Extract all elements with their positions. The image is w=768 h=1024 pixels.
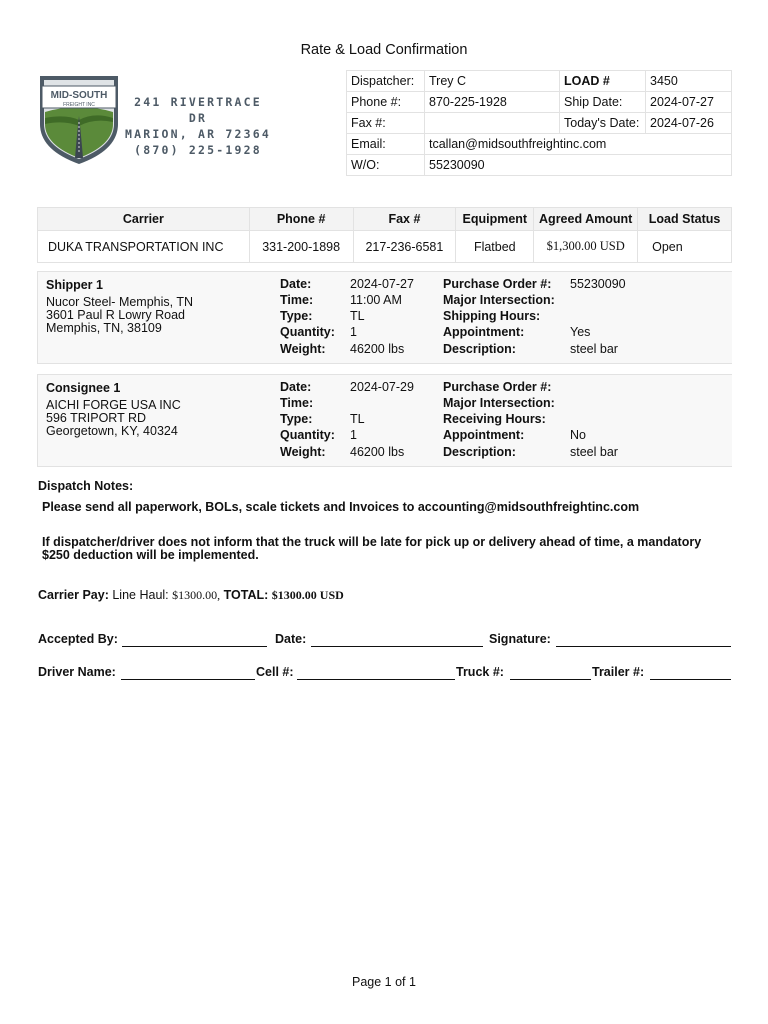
- quantity-label: Quantity:: [280, 428, 335, 442]
- carrier-phone: 331-200-1898: [249, 231, 353, 263]
- po-label: Purchase Order #:: [443, 277, 552, 291]
- total-value: $1300.00 USD: [271, 588, 344, 602]
- consignee-type: TL: [350, 412, 365, 426]
- phone-value: 870-225-1928: [425, 92, 560, 113]
- load-value: 3450: [646, 71, 732, 92]
- shipper-box: [37, 271, 732, 364]
- company-logo: [36, 72, 122, 166]
- description-label: Description:: [443, 445, 516, 459]
- address-line: 3601 Paul R Lowry Road: [46, 308, 185, 322]
- shipper-description: steel bar: [570, 342, 618, 356]
- line-haul-label: Line Haul:: [112, 588, 169, 602]
- driver-name-label: Driver Name:: [38, 665, 116, 679]
- type-label: Type:: [280, 309, 313, 323]
- receiving-hours-label: Receiving Hours:: [443, 412, 546, 426]
- fax-label: Fax #:: [347, 113, 425, 134]
- wo-value: 55230090: [425, 155, 732, 176]
- phone-label: Phone #:: [347, 92, 425, 113]
- address-line: AICHI FORGE USA INC: [46, 398, 181, 412]
- table-row: [38, 231, 732, 263]
- note-line: $250 deduction will be implemented.: [42, 548, 259, 562]
- cell-label: Cell #:: [256, 665, 294, 679]
- phone-header: Phone #: [249, 208, 353, 231]
- ship-date-value: 2024-07-27: [646, 92, 732, 113]
- dispatcher-label: Dispatcher:: [347, 71, 425, 92]
- shipper-type: TL: [350, 309, 365, 323]
- equipment-header: Equipment: [456, 208, 534, 231]
- dispatch-info-table: [346, 70, 732, 176]
- address-line: (870) 225-1928: [134, 143, 262, 157]
- address-line: Nucor Steel- Memphis, TN: [46, 295, 194, 309]
- major-intersection-label: Major Intersection:: [443, 396, 555, 410]
- load-label: LOAD #: [560, 71, 646, 92]
- fax-header: Fax #: [353, 208, 456, 231]
- driver-name-field[interactable]: [121, 679, 255, 680]
- shipper-date: 2024-07-27: [350, 277, 414, 291]
- dispatch-note-late: [42, 536, 701, 562]
- truck-field[interactable]: [510, 679, 591, 680]
- signature-label: Signature:: [489, 632, 551, 646]
- carrier-table: [37, 207, 732, 263]
- address-line: 596 TRIPORT RD: [46, 411, 147, 425]
- time-label: Time:: [280, 396, 314, 410]
- cell-field[interactable]: [297, 679, 455, 680]
- date-sign-field[interactable]: [311, 646, 483, 647]
- page-number: Page 1 of 1: [352, 975, 416, 989]
- consignee-appointment: No: [570, 428, 586, 442]
- address-line: Memphis, TN, 38109: [46, 321, 162, 335]
- major-intersection-label: Major Intersection:: [443, 293, 555, 307]
- quantity-label: Quantity:: [280, 325, 335, 339]
- dispatch-notes-heading: Dispatch Notes:: [38, 479, 134, 493]
- email-label: Email:: [347, 134, 425, 155]
- shipper-po: 55230090: [570, 277, 626, 291]
- note-line: If dispatcher/driver does not inform that the truck will be late for pick up or delivery ahead of time, a mandatory: [42, 535, 702, 549]
- signature-field[interactable]: [556, 646, 731, 647]
- load-status: Open: [638, 231, 732, 263]
- trailer-label: Trailer #:: [592, 665, 645, 679]
- address-line: 241 RIVERTRACE DR: [134, 95, 262, 125]
- company-address: [123, 94, 273, 158]
- wo-label: W/O:: [347, 155, 425, 176]
- address-line: MARION, AR 72364: [125, 127, 271, 141]
- appointment-label: Appointment:: [443, 428, 525, 442]
- type-label: Type:: [280, 412, 313, 426]
- todays-date-label: Today's Date:: [560, 113, 646, 134]
- accepted-by-field[interactable]: [122, 646, 267, 647]
- consignee-quantity: 1: [350, 428, 357, 442]
- accepted-by-label: Accepted By:: [38, 632, 118, 646]
- shipper-appointment: Yes: [570, 325, 591, 339]
- consignee-description: steel bar: [570, 445, 618, 459]
- shipper-address: [46, 296, 193, 335]
- carrier-pay: [38, 588, 344, 603]
- weight-label: Weight:: [280, 342, 326, 356]
- logo-text-1: MID-SOUTH: [50, 90, 108, 101]
- carrier-pay-label: Carrier Pay:: [38, 588, 109, 602]
- date-sign-label: Date:: [275, 632, 307, 646]
- ship-date-label: Ship Date:: [560, 92, 646, 113]
- dispatcher-value: Trey C: [425, 71, 560, 92]
- truck-label: Truck #:: [456, 665, 504, 679]
- shipping-hours-label: Shipping Hours:: [443, 309, 541, 323]
- shipper-weight: 46200 lbs: [350, 342, 405, 356]
- fax-value: [425, 113, 560, 134]
- carrier-equipment: Flatbed: [456, 231, 534, 263]
- time-label: Time:: [280, 293, 314, 307]
- logo-text-2: FREIGHT INC: [63, 102, 95, 108]
- carrier-header: Carrier: [38, 208, 250, 231]
- load-status-header: Load Status: [638, 208, 732, 231]
- agreed-amount-header: Agreed Amount: [534, 208, 638, 231]
- todays-date-value: 2024-07-26: [646, 113, 732, 134]
- carrier-fax: 217-236-6581: [353, 231, 456, 263]
- date-label: Date:: [280, 380, 312, 394]
- carrier-name: DUKA TRANSPORTATION INC: [38, 231, 250, 263]
- consignee-date: 2024-07-29: [350, 380, 414, 394]
- consignee-box: [37, 374, 732, 467]
- dispatch-note-paperwork: Please send all paperwork, BOLs, scale tickets and Invoices to accounting@midsouthfreightinc.com: [42, 500, 640, 514]
- address-line: Georgetown, KY, 40324: [46, 424, 178, 438]
- shipper-heading: Shipper 1: [46, 278, 103, 292]
- shipper-time: 11:00 AM: [350, 293, 402, 307]
- total-label: TOTAL:: [223, 588, 269, 602]
- description-label: Description:: [443, 342, 516, 356]
- consignee-weight: 46200 lbs: [350, 445, 405, 459]
- agreed-amount: $1,300.00 USD: [534, 231, 638, 263]
- page-title: Rate & Load Confirmation: [300, 42, 468, 58]
- weight-label: Weight:: [280, 445, 326, 459]
- line-haul-value: $1300.00,: [172, 588, 221, 602]
- trailer-field[interactable]: [650, 679, 731, 680]
- email-value: tcallan@midsouthfreightinc.com: [425, 134, 732, 155]
- appointment-label: Appointment:: [443, 325, 525, 339]
- consignee-address: [46, 399, 181, 438]
- shipper-quantity: 1: [350, 325, 357, 339]
- date-label: Date:: [280, 277, 312, 291]
- consignee-heading: Consignee 1: [46, 381, 121, 395]
- po-label: Purchase Order #:: [443, 380, 552, 394]
